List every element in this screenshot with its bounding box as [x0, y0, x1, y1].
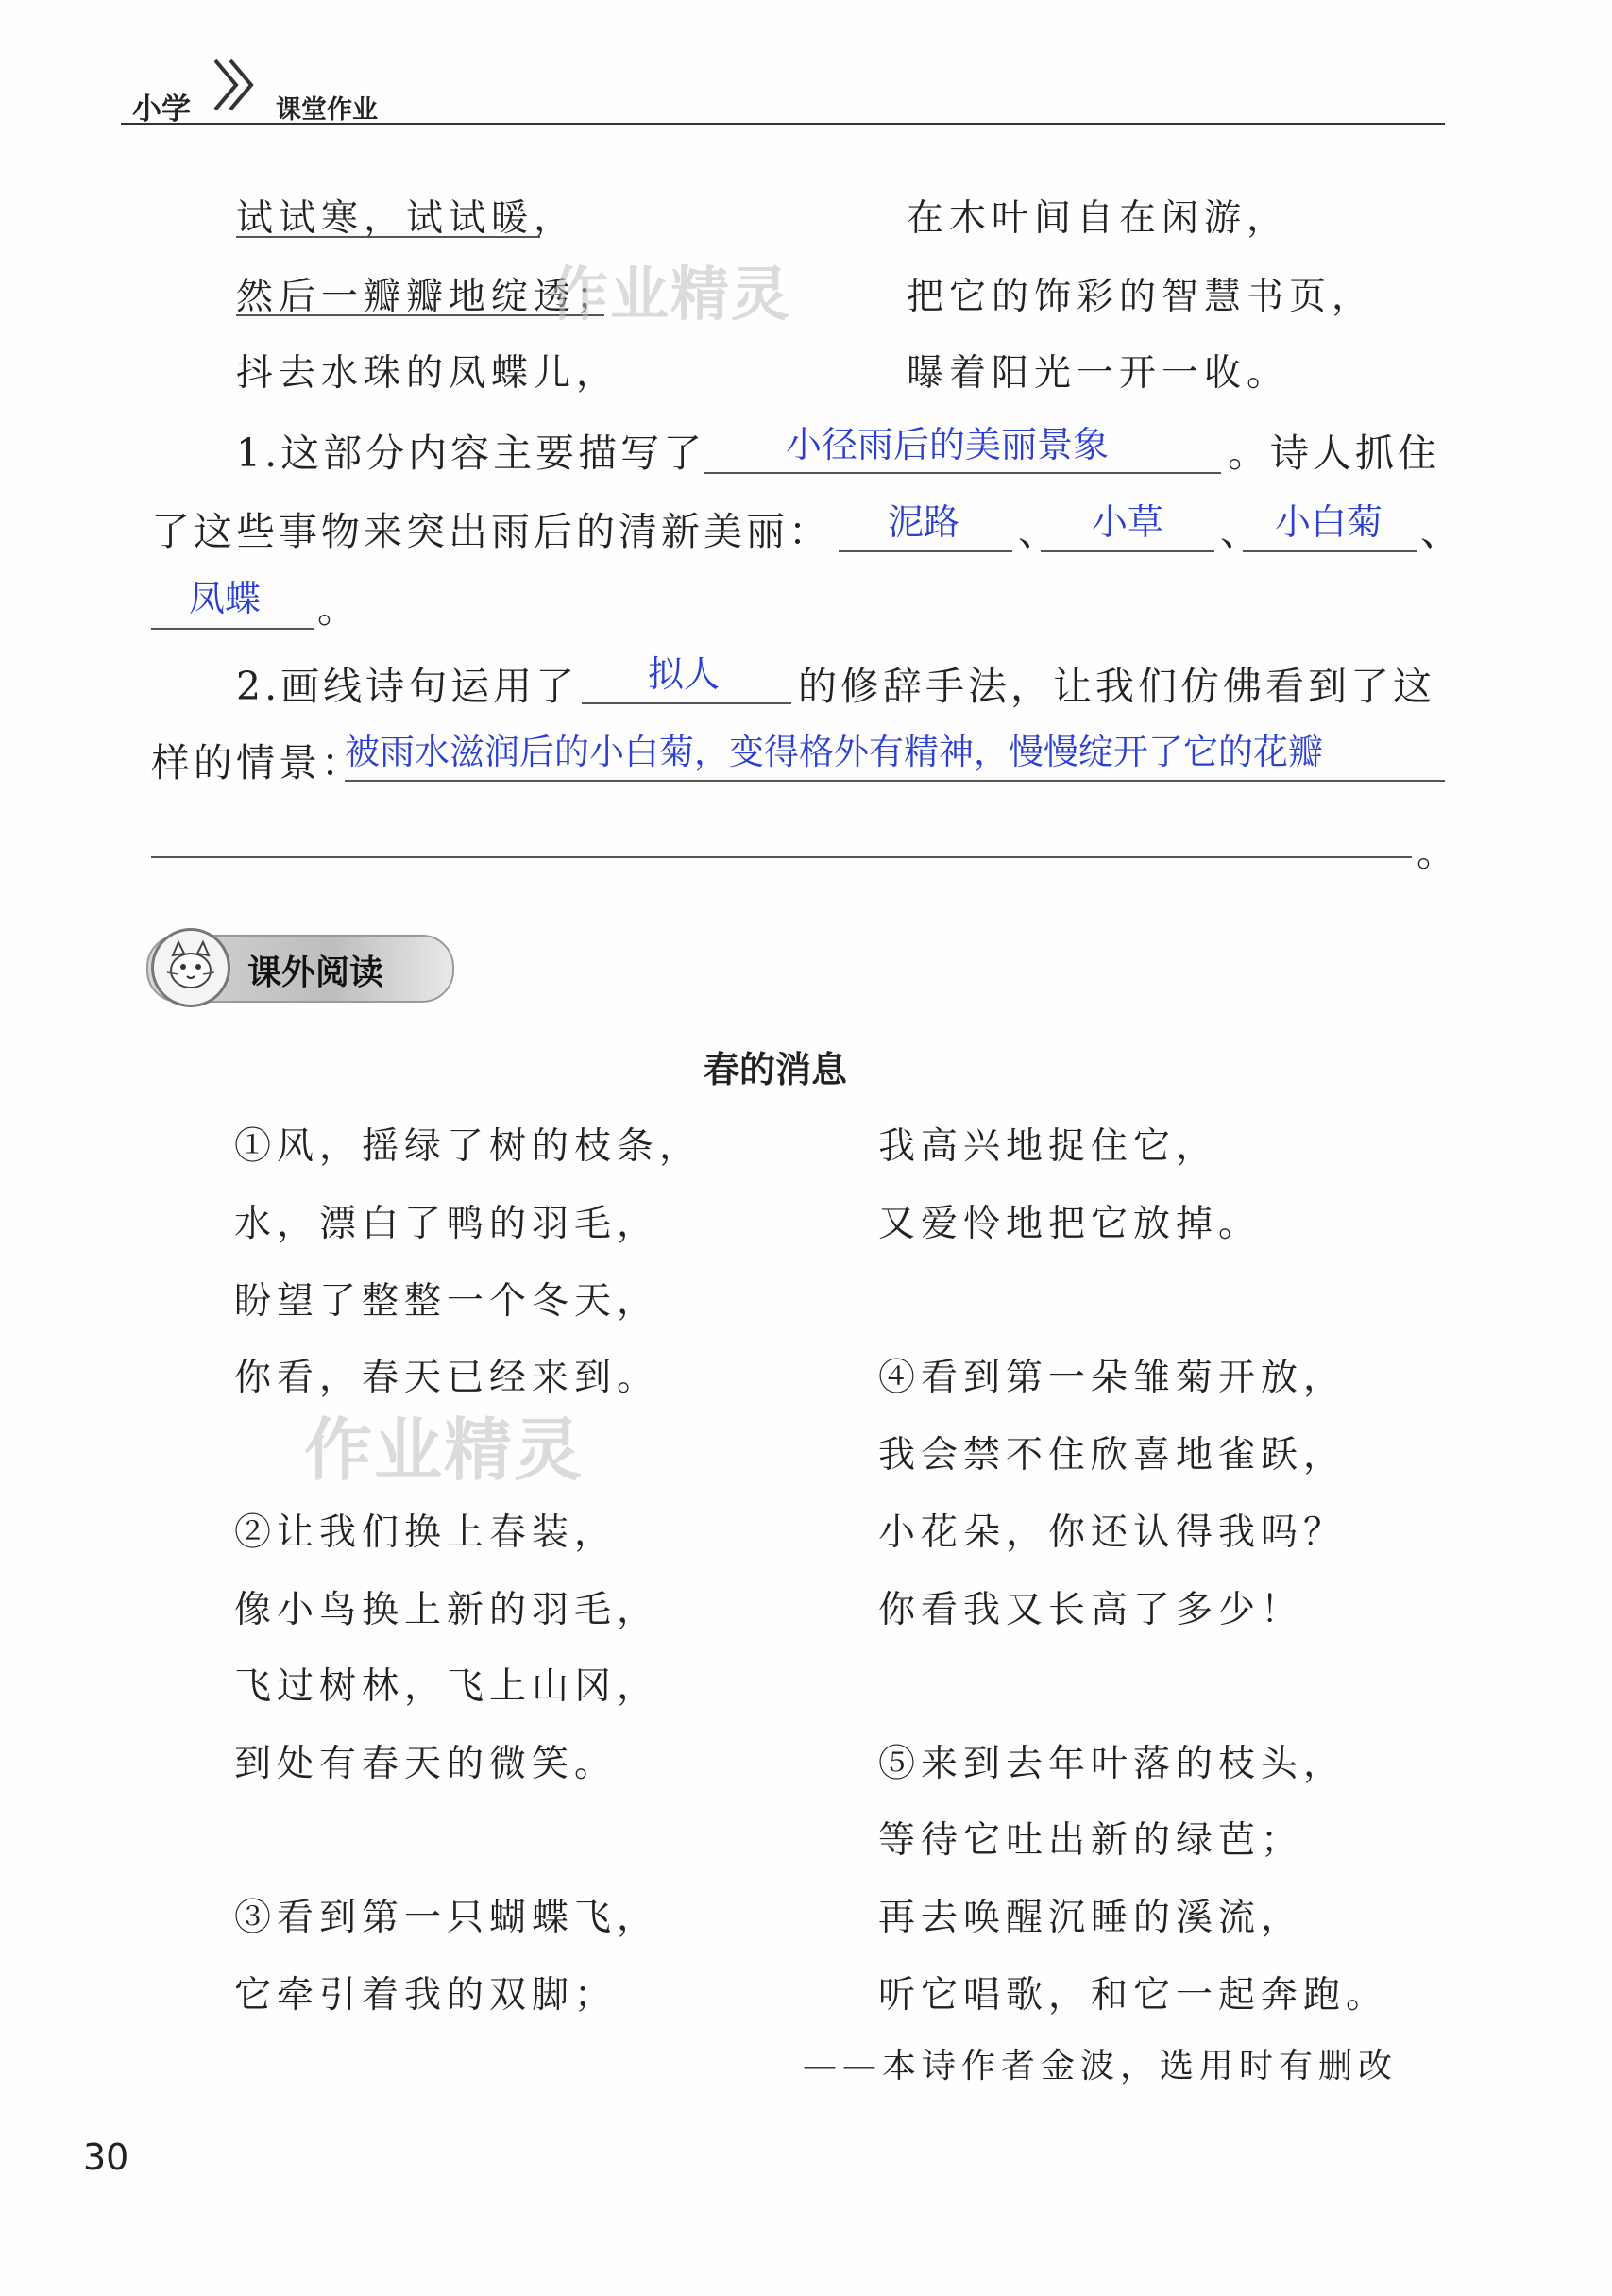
poem-top-left-line-1: 试试寒，试试暖， — [236, 197, 577, 240]
poem-top-right-line-2: 把它的饰彩的智慧书页， — [907, 276, 1375, 318]
q1-line1-end: 。诗人抓住 — [1228, 430, 1440, 476]
poem-left-line-1: ①风，摇绿了树的枝条， — [234, 1125, 703, 1168]
q2-line1-start: 2.画线诗句运用了 — [236, 664, 579, 709]
watermark-2: 作业精灵 — [304, 1410, 585, 1490]
q1-answer-4: 凤蝶 — [189, 578, 262, 619]
q2-end: 。 — [1417, 830, 1459, 875]
poem-top-right-line-3: 曝着阳光一开一收。 — [907, 352, 1290, 395]
poem-left-line-8: 到处有春天的微笑。 — [234, 1743, 618, 1785]
q1-blank-2 — [1041, 550, 1214, 552]
poem-left-line-5: ②让我们换上春装， — [234, 1511, 618, 1554]
poem-right-line-3: ④看到第一朵雏菊开放， — [878, 1357, 1347, 1399]
q1-answer-3: 小白菊 — [1275, 501, 1383, 543]
double-chevron-icon — [210, 57, 266, 123]
q2-blank-scene-2 — [151, 856, 1412, 858]
poem-right-line-8: 等待它吐出新的绿芭； — [878, 1819, 1304, 1862]
watermark-1: 作业精灵 — [550, 260, 792, 329]
q2-answer-scene: 被雨水滋润后的小白菊，变得格外有精神，慢慢绽开了它的花瓣 — [345, 732, 1323, 772]
poem-top-left-line-2: 然后一瓣瓣地绽透； — [236, 276, 619, 318]
q2-blank-scene-1 — [345, 780, 1445, 782]
poem-left-line-2: 水，漂白了鸭的羽毛， — [234, 1203, 660, 1245]
q1-blank-3 — [1243, 550, 1417, 552]
q1-sep-1: 、 — [1018, 509, 1061, 554]
q1-answer-1: 泥路 — [888, 501, 960, 543]
poem-left-line-9: ③看到第一只蝴蝶飞， — [234, 1897, 660, 1939]
poem-right-line-4: 我会禁不住欣喜地雀跃， — [878, 1434, 1347, 1477]
poem-right-line-10: 听它唱歌，和它一起奔跑。 — [878, 1974, 1389, 2017]
q1-line1-start: 1.这部分内容主要描写了 — [236, 430, 706, 476]
poem-right-line-5: 小花朵，你还认得我吗？ — [878, 1511, 1347, 1554]
q1-end: 。 — [317, 586, 360, 632]
poem-left-line-6: 像小鸟换上新的羽毛， — [234, 1589, 660, 1631]
q1-answer-main: 小径雨后的美丽景象 — [786, 424, 1110, 465]
q2-answer-device: 拟人 — [648, 653, 721, 695]
poem-top-left-line-3: 抖去水珠的凤蝶儿， — [236, 352, 619, 395]
poem-right-line-9: 再去唤醒沉睡的溪流， — [878, 1897, 1304, 1939]
header-level: 小学 — [132, 93, 191, 127]
poem-left-line-4: 你看，春天已经来到。 — [234, 1357, 660, 1399]
q1-blank-main — [704, 472, 1221, 474]
q1-sep-2: 、 — [1220, 509, 1263, 554]
poem-top-right-line-1: 在木叶间自在闲游， — [907, 197, 1290, 240]
q1-answer-2: 小草 — [1092, 501, 1164, 543]
cat-icon — [151, 928, 230, 1007]
poem-left-line-7: 飞过树林，飞上山冈， — [234, 1665, 660, 1708]
q1-line2-start: 了这些事物来突出雨后的清新美丽： — [151, 509, 831, 554]
q2-line2-start: 样的情景： — [151, 740, 364, 785]
poem-right-line-6: 你看我又长高了多少！ — [878, 1589, 1304, 1631]
poem-source: ——本诗作者金波，选用时有删改 — [803, 2047, 1399, 2085]
poem-right-line-7: ⑤来到去年叶落的枝头， — [878, 1743, 1347, 1785]
poem-title: 春的消息 — [704, 1049, 848, 1090]
q2-blank-device — [582, 702, 791, 704]
q1-blank-4 — [151, 628, 314, 630]
poem-underline-1 — [236, 236, 540, 238]
poem-left-line-10: 它牵引着我的双脚； — [234, 1974, 618, 2017]
poem-right-line-2: 又爱怜地把它放掉。 — [878, 1203, 1262, 1245]
header-rule — [121, 123, 1445, 125]
poem-left-line-3: 盼望了整整一个冬天， — [234, 1280, 660, 1323]
q2-line1-end: 的修辞手法，让我们仿佛看到了这 — [798, 664, 1435, 709]
q1-sep-3: 、 — [1420, 509, 1463, 554]
section-label: 课外阅读 — [247, 954, 384, 992]
q1-blank-1 — [839, 550, 1012, 552]
poem-right-line-1: 我高兴地捉住它， — [878, 1125, 1219, 1168]
header-subject: 课堂作业 — [276, 95, 378, 125]
page-number: 30 — [83, 2136, 129, 2178]
